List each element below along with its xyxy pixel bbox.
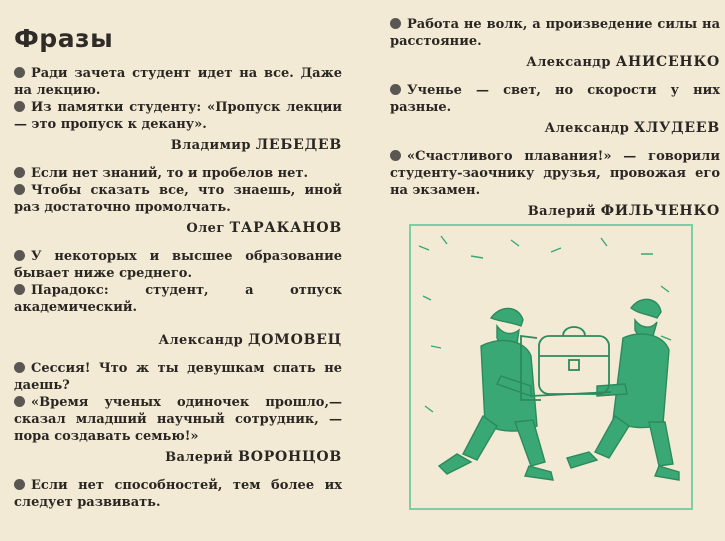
author-signature: Олег ТАРАКАНОВ [186,220,342,236]
quote-item: Если нет способностей, тем более их следует развивать. [14,478,342,510]
quote-item: Ученье — свет, но скорости у них разные. [390,83,720,115]
left-column [14,24,342,511]
right-column [390,16,720,231]
author-signature: Александр ДОМОВЕЦ [158,332,342,348]
quote-item: У некоторых и высшее образование бывает ниже среднего. [14,249,342,281]
quote-block-tarakanov [14,165,342,236]
page-title: Фразы [14,24,114,53]
quote-item: «Время ученых одиночек прошло,— сказал младший научный сотрудник, — пора создавать семью!» [14,395,342,444]
cartoon-illustration [409,224,693,510]
author-signature: Валерий ВОРОНЦОВ [165,449,342,465]
quote-block-lebedev [14,65,342,153]
quote-item: Из памятки студенту: «Пропуск лекции — это пропуск к декану». [14,100,342,132]
bullet-icon [390,150,401,161]
quote-item: Чтобы сказать все, что знаешь, иной раз достаточно промолчать. [14,183,342,215]
quote-item: Сессия! Что ж ты девушкам спать не даешь? [14,361,342,393]
quote-item: Работа не волк, а произведение силы на расстояние. [390,17,720,49]
bullet-icon [390,18,401,29]
author-signature: Александр АНИСЕНКО [526,54,720,70]
quote-block-last [14,477,342,511]
quote-item: Если нет знаний, то и пробелов нет. [14,165,342,182]
two-men-carrying-briefcase-icon [411,226,691,508]
quote-block-vorontsov [14,360,342,465]
quote-block-khludeev [390,82,720,136]
bullet-icon [14,250,25,261]
bullet-icon [14,184,25,195]
bullet-icon [14,67,25,78]
quote-item: Ради зачета студент идет на все. Даже на лекцию. [14,66,342,98]
author-signature: Владимир ЛЕБЕДЕВ [170,137,342,153]
bullet-icon [14,284,25,295]
author-signature: Валерий ФИЛЬЧЕНКО [527,203,720,219]
bullet-icon [14,479,25,490]
bullet-icon [14,362,25,373]
quote-item: Парадокс: студент, а отпуск академический. [14,283,342,315]
bullet-icon [14,101,25,112]
bullet-icon [390,84,401,95]
bullet-icon [14,396,25,407]
quote-block-anisenko [390,16,720,70]
author-signature: Александр ХЛУДЕЕВ [544,120,720,136]
quote-block-domovets [14,248,342,348]
quote-item: «Счастливого плавания!» — говорили студенту-заочнику друзья, провожая его на экзамен. [390,149,720,198]
bullet-icon [14,167,25,178]
quote-block-filchenko [390,148,720,219]
